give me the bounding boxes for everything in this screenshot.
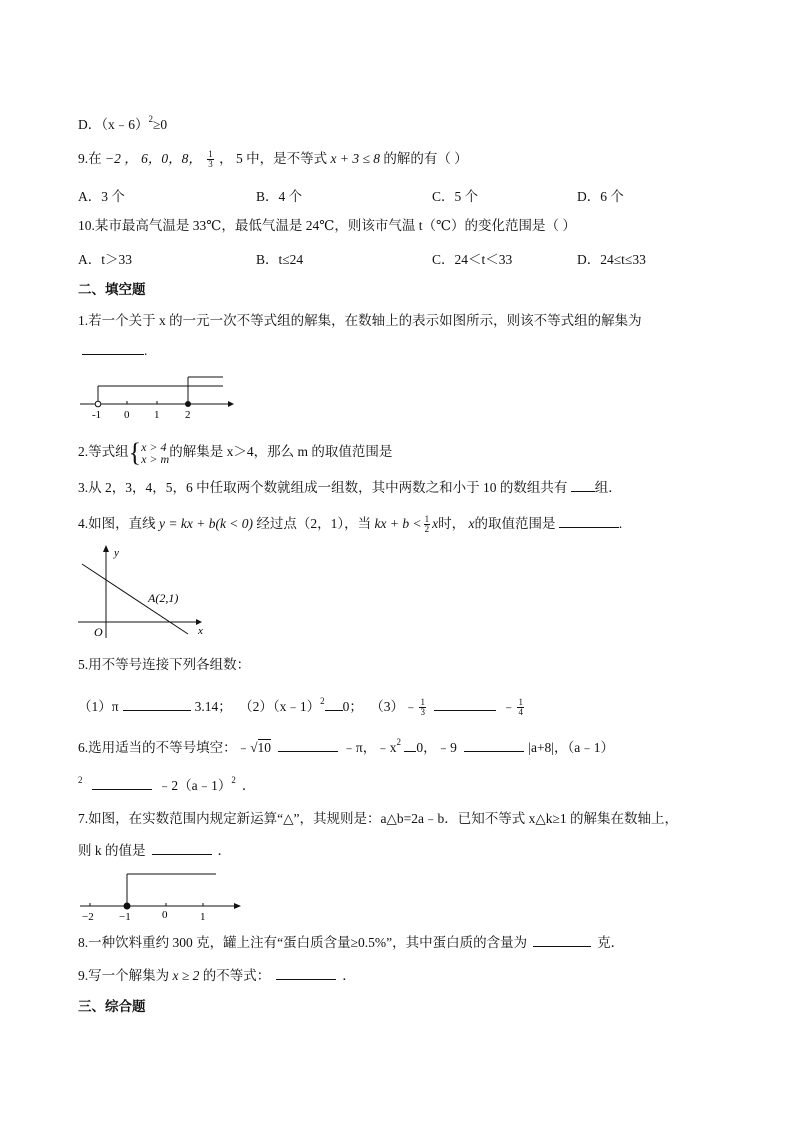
q9-option-b: B．4 个 xyxy=(256,189,303,204)
answer-blank[interactable] xyxy=(92,777,152,790)
tick-label: −2 xyxy=(82,911,94,923)
q10-option-c: C．24＜t＜33 xyxy=(432,252,513,267)
tick-label: 1 xyxy=(200,911,206,923)
fraction-one-third: $\frac{1}{3}$ xyxy=(208,149,213,170)
q10-option-a: A．t＞33 xyxy=(78,252,132,267)
line-graph-figure xyxy=(78,542,218,642)
tick-label: 2 xyxy=(185,409,191,421)
answer-blank[interactable] xyxy=(559,515,619,528)
fill-question-7: 7.如图，在实数范围内规定新运算“△”，其规则是：a△b=2a﹣b．已知不等式 x△k≥1 的解集在数轴上， xyxy=(78,811,679,826)
answer-blank[interactable] xyxy=(571,479,595,492)
fill-question-8: 8.一种饮料重约 300 克，罐上注有“蛋白质含量≥0.5%”，其中蛋白质的含量为 克． xyxy=(78,935,625,950)
fill-question-6: 6.选用适当的不等号填空：﹣√10 ﹣π，$﹣x^2$ 0，﹣9 |a+8|，（a﹣1） xyxy=(78,737,615,755)
x-axis-label: x xyxy=(198,625,203,637)
answer-blank[interactable] xyxy=(434,698,496,711)
inequality-system: x > 4 x > m xyxy=(141,440,170,466)
answer-blank[interactable] xyxy=(325,698,343,711)
q10-option-b: B．t≤24 xyxy=(256,252,304,267)
answer-blank[interactable] xyxy=(82,342,144,355)
tick-label: -1 xyxy=(92,409,102,421)
answer-blank[interactable] xyxy=(404,739,416,752)
fill-question-6-line2: $^2$ ﹣2（a﹣1）$^2$ ． xyxy=(78,775,256,793)
question-9: 9.在 −2 ， 6，0，8， $\frac{1}{3}$ ， 5 中，是不等式 x + 3 ≤ 8 的解的有（ ） xyxy=(78,149,468,170)
answer-blank[interactable] xyxy=(152,842,212,855)
q10-option-d: D．24≤t≤33 xyxy=(577,252,646,267)
fill-question-5: 5.用不等号连接下列各组数： xyxy=(78,657,251,672)
q9-option-a: A．3 个 xyxy=(78,189,125,204)
q9-option-c: C．5 个 xyxy=(432,189,479,204)
number-line-figure-1 xyxy=(78,372,238,424)
axis-arrow xyxy=(234,903,241,909)
fill-question-4: 4.如图，直线 y = kx + b(k < 0) 经过点（2，1），当 kx + b < $\frac{1}{2}$ x时， x的取值范围是 . xyxy=(78,514,623,535)
fill-question-5-parts: （1）π 3.14； （2）（x﹣1）$^2$ 0； （3）﹣ $\frac{1}{3}$ ﹣ $\frac{1}{4}$ xyxy=(78,696,523,718)
fill-question-1-answer-line: . xyxy=(82,342,147,360)
tick-label: −1 xyxy=(119,911,131,923)
answer-blank[interactable] xyxy=(276,967,336,980)
fill-question-1: 1.若一个关于 x 的一元一次不等式组的解集，在数轴上的表示如图所示，则该不等式组的解集为 xyxy=(78,313,642,328)
q9-option-d: D．6 个 xyxy=(577,189,624,204)
section-heading-fill-in: 二、填空题 xyxy=(78,282,146,297)
question-10: 10.某市最高气温是 33℃，最低气温是 24℃，则该市气温 t（℃）的变化范围是（ ） xyxy=(78,218,576,233)
fill-question-2: 2.等式组{ x > 4 x > m 的解集是 x＞4，那么 m 的取值范围是 xyxy=(78,438,393,467)
fraction-one-half: $\frac{1}{2}$ xyxy=(424,514,430,535)
closed-dot xyxy=(124,903,131,910)
answer-blank[interactable] xyxy=(464,739,524,752)
sqrt-symbol: √ xyxy=(250,740,258,755)
closed-dot xyxy=(185,401,191,407)
answer-blank[interactable] xyxy=(278,739,338,752)
fill-question-9: 9.写一个解集为 x ≥ 2 的不等式： ． xyxy=(78,968,356,983)
tick-label: 0 xyxy=(124,409,130,421)
origin-label: O xyxy=(94,625,103,639)
open-dot xyxy=(95,401,101,407)
tick-label: 0 xyxy=(162,909,168,921)
tick-label: 1 xyxy=(154,409,160,421)
answer-blank[interactable] xyxy=(533,934,591,947)
answer-blank[interactable] xyxy=(123,698,191,711)
y-axis-label: y xyxy=(114,547,119,559)
fill-question-7-line2: 则 k 的值是 ． xyxy=(78,843,231,858)
number-line-figure-2 xyxy=(78,866,248,926)
section-heading-comprehensive: 三、综合题 xyxy=(78,999,146,1014)
axis-arrow xyxy=(228,401,234,407)
point-a-label: A(2,1) xyxy=(148,591,179,605)
prev-option-d: D．（x﹣6）$^2$≥0 xyxy=(78,114,168,132)
fill-question-3: 3.从 2，3，4，5，6 中任取两个数就组成一组数，其中两数之和小于 10 的数组共有 组． xyxy=(78,480,622,495)
